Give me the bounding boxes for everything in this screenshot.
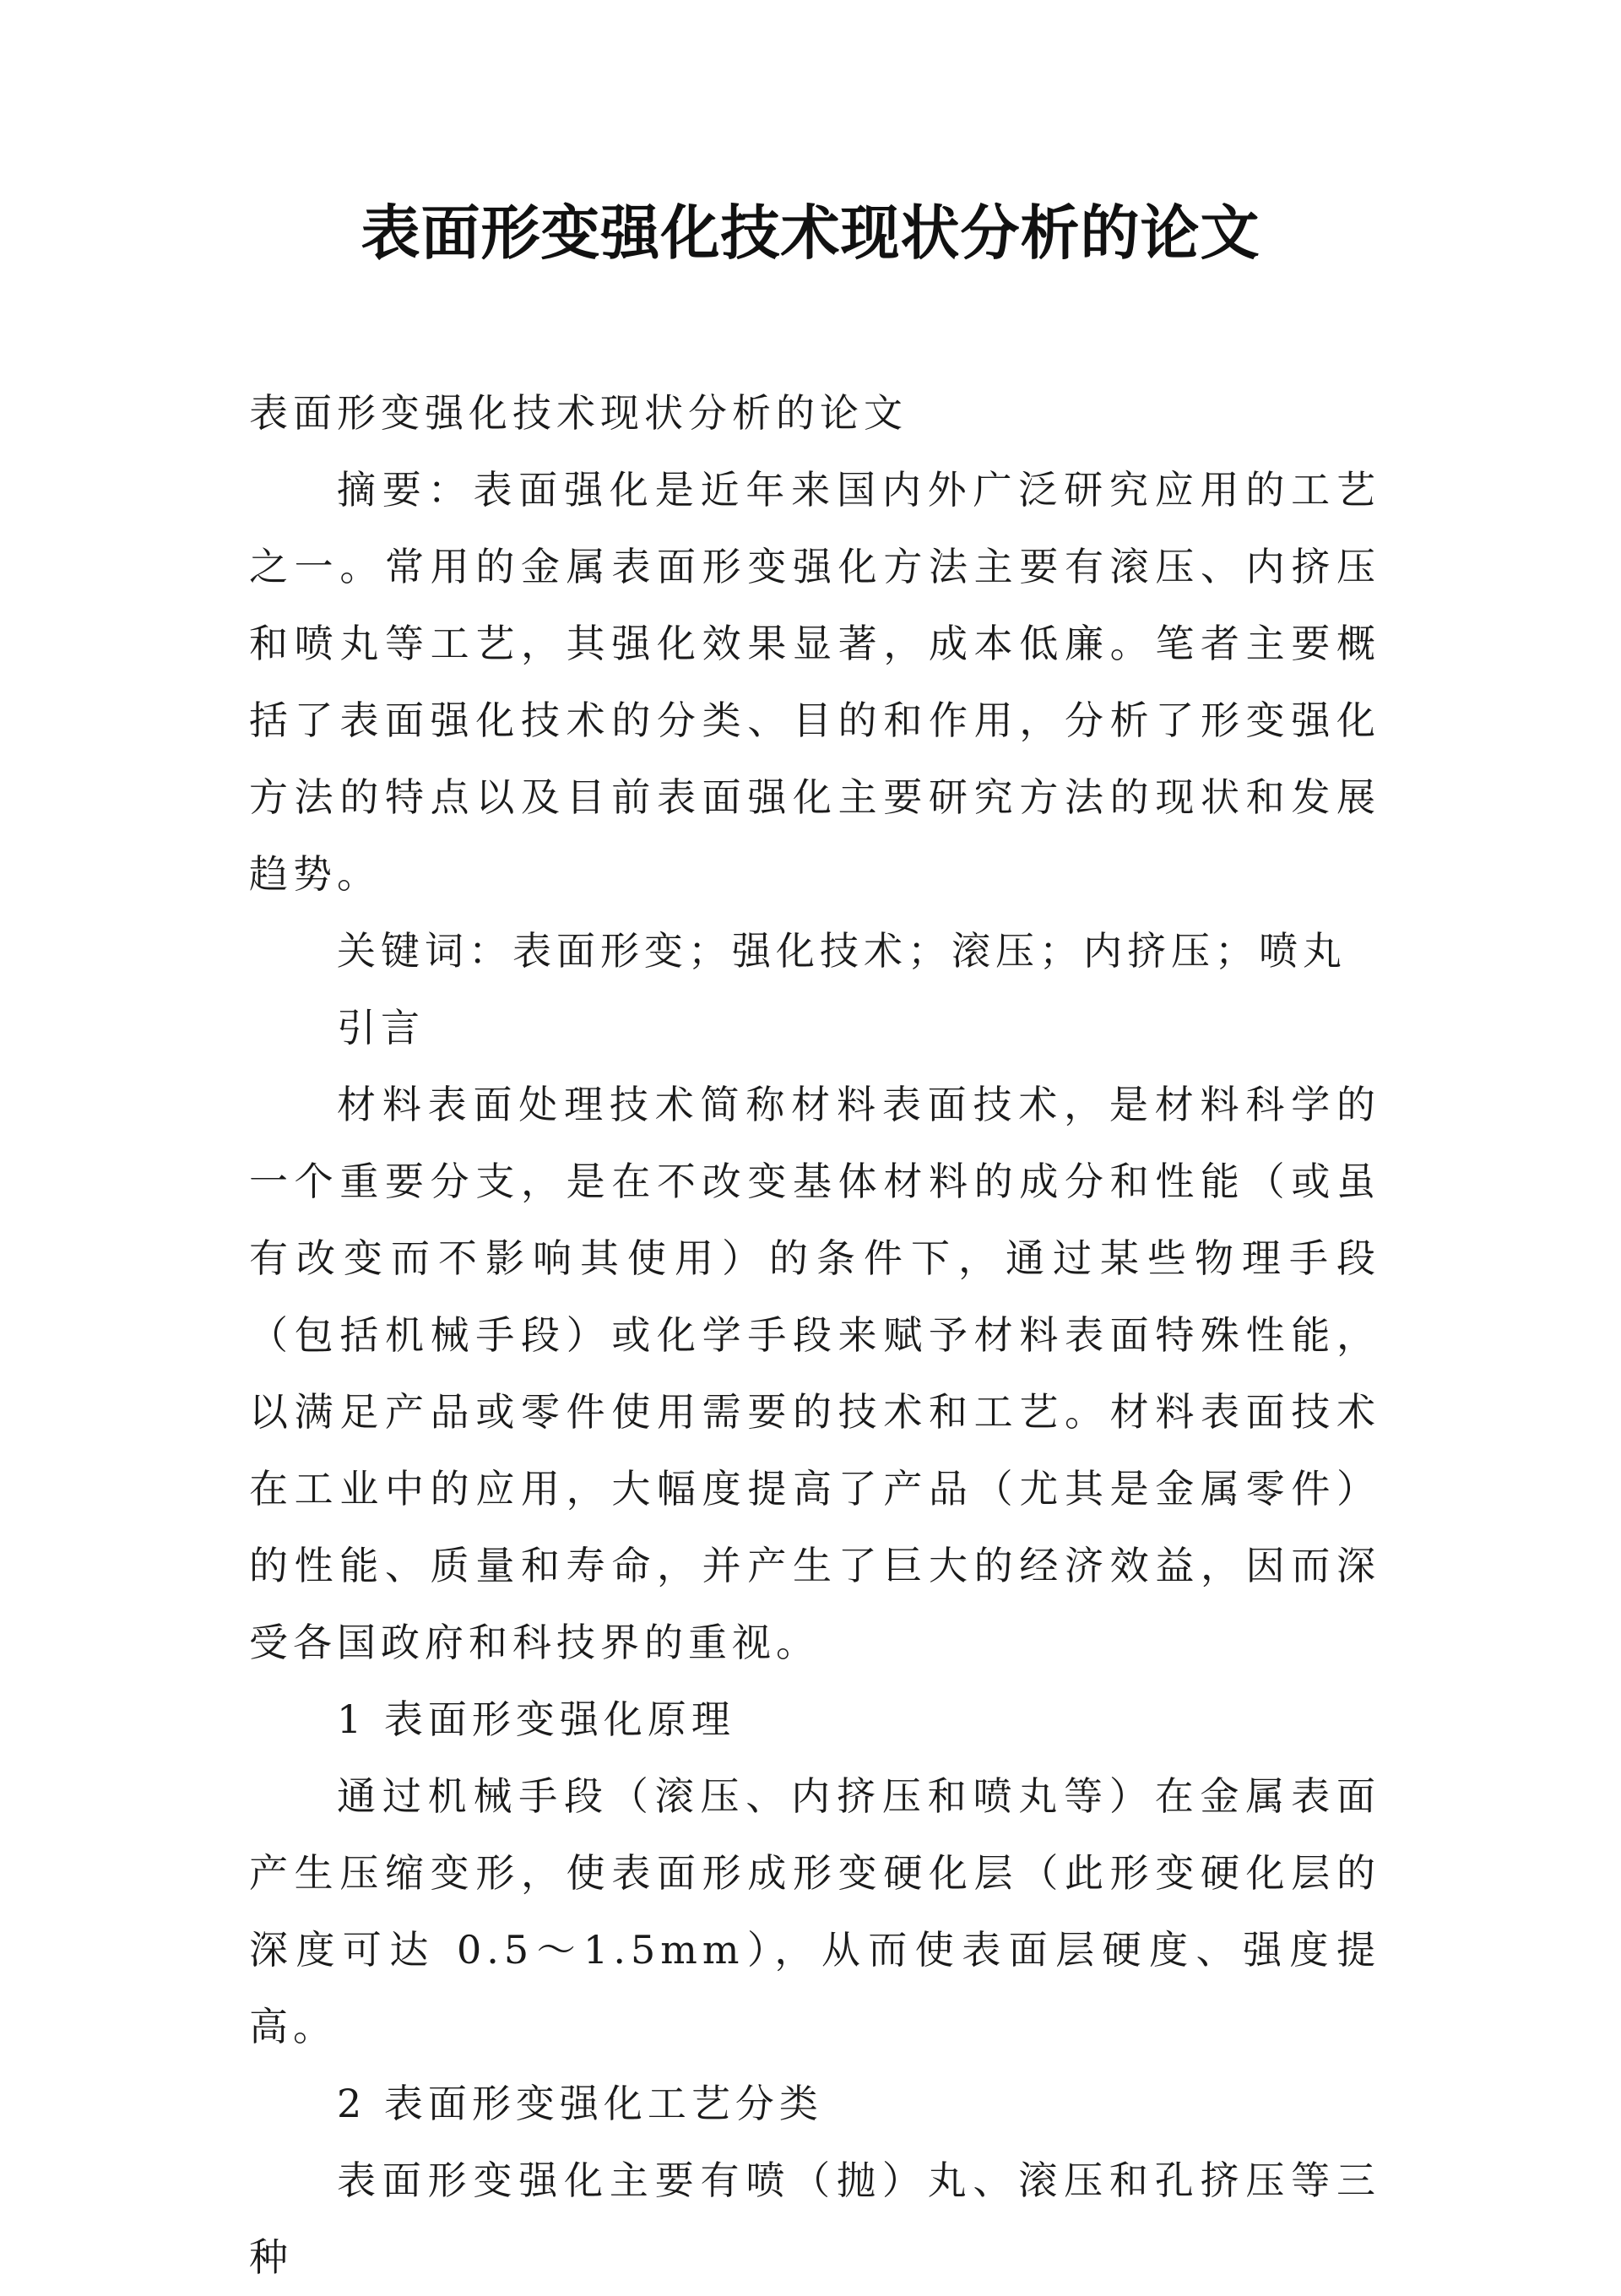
subtitle-paragraph: 表面形变强化技术现状分析的论文: [249, 390, 908, 436]
document-body: [249, 375, 1380, 2296]
section-heading-1: 1 表面形变强化原理: [337, 1696, 735, 1742]
section-1-paragraph: 通过机械手段（滚压、内挤压和喷丸等）在金属表面产生压缩变形，使表面形成形变硬化层（此形变硬化层的深度可达 0.5～1.5mm），从而使表面层硬度、强度提高。: [249, 1773, 1380, 2049]
section-heading-2: 2 表面形变强化工艺分类: [337, 2081, 823, 2126]
abstract-paragraph: 摘要：表面强化是近年来国内外广泛研究应用的工艺之一。常用的金属表面形变强化方法主要有滚压、内挤压和喷丸等工艺，其强化效果显著，成本低廉。笔者主要概括了表面强化技术的分类、目的和作用，分析了形变强化方法的特点以及目前表面强化主要研究方法的现状和发展趋势。: [249, 467, 1380, 897]
section-heading-introduction: 引言: [337, 1005, 425, 1050]
section-2-paragraph: 表面形变强化主要有喷（抛）丸、滚压和孔挤压等三种: [249, 2158, 1380, 2280]
keywords-paragraph: 关键词：表面形变；强化技术；滚压；内挤压；喷丸: [337, 928, 1347, 974]
introduction-paragraph: 材料表面处理技术简称材料表面技术，是材料科学的一个重要分支，是在不改变基体材料的成分和性能（或虽有改变而不影响其使用）的条件下，通过某些物理手段（包括机械手段）或化学手段来赋予材料表面特殊性能，以满足产品或零件使用需要的技术和工艺。材料表面技术在工业中的应用，大幅度提高了产品（尤其是金属零件）的性能、质量和寿命，并产生了巨大的经济效益，因而深受各国政府和科技界的重视。: [249, 1082, 1380, 1665]
document-title: 表面形变强化技术现状分析的论文: [361, 198, 1260, 268]
